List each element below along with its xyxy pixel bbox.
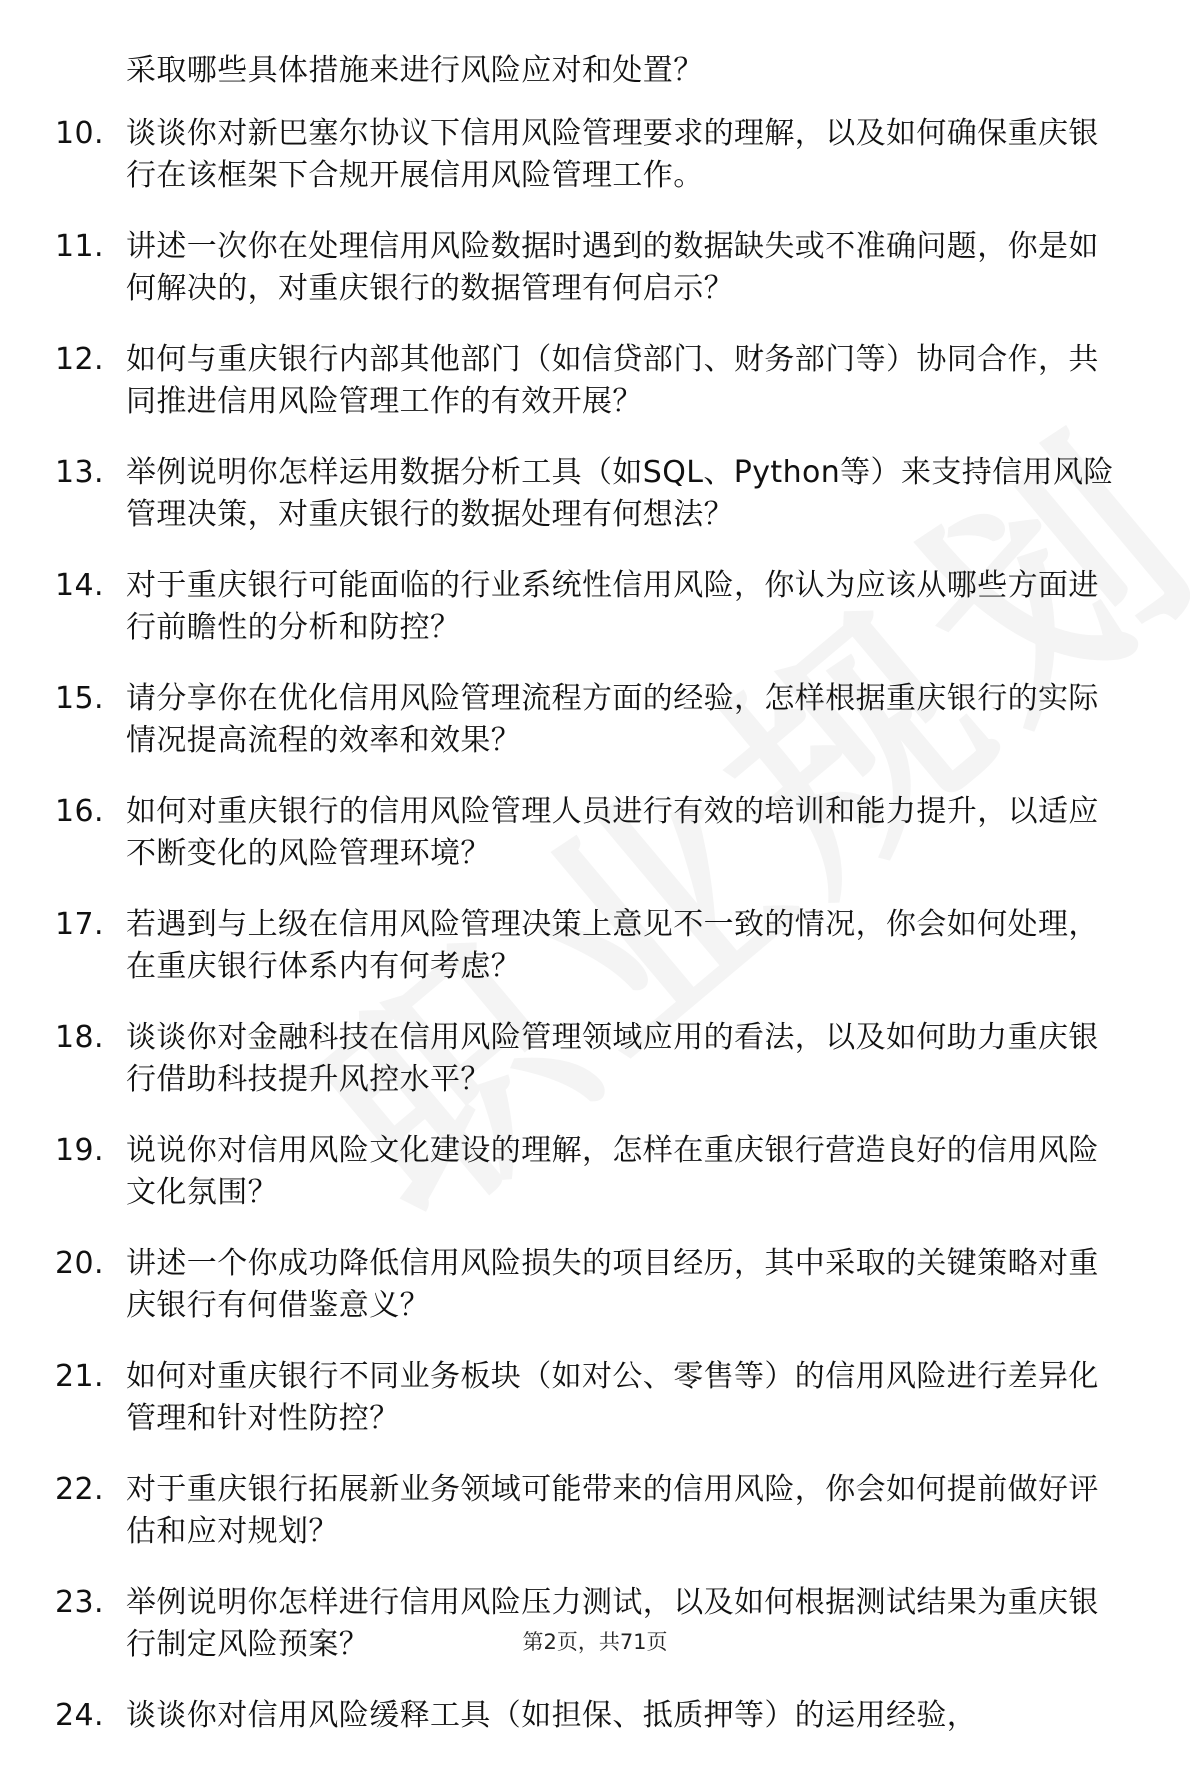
question-text: 讲述一个你成功降低信用风险损失的项目经历，其中采取的关键策略对重庆银行有何借鉴意义？ — [126, 1246, 1099, 1323]
question-number: 18. — [55, 1020, 104, 1055]
question-number: 20. — [55, 1246, 104, 1281]
question-item — [55, 1017, 1115, 1101]
question-number: 16. — [55, 794, 104, 829]
question-text: 谈谈你对新巴塞尔协议下信用风险管理要求的理解，以及如何确保重庆银行在该框架下合规开展信用风险管理工作。 — [126, 116, 1099, 193]
question-item — [55, 1469, 1115, 1553]
question-number: 23. — [55, 1585, 104, 1620]
question-list — [55, 50, 1115, 1766]
question-text: 对于重庆银行可能面临的行业系统性信用风险，你认为应该从哪些方面进行前瞻性的分析和防控？ — [126, 568, 1099, 645]
question-item — [55, 678, 1115, 762]
question-number: 11. — [55, 229, 104, 264]
question-item — [55, 1356, 1115, 1440]
page-footer: 第2页，共71页 — [522, 1630, 668, 1654]
question-text: 举例说明你怎样运用数据分析工具（如SQL、Python等）来支持信用风险管理决策，对重庆银行的数据处理有何想法？ — [126, 455, 1114, 532]
question-text: 请分享你在优化信用风险管理流程方面的经验，怎样根据重庆银行的实际情况提高流程的效率和效果？ — [126, 681, 1099, 758]
question-number: 13. — [55, 455, 104, 490]
question-number: 22. — [55, 1472, 104, 1507]
question-text: 如何对重庆银行不同业务板块（如对公、零售等）的信用风险进行差异化管理和针对性防控？ — [126, 1359, 1099, 1436]
question-text: 如何对重庆银行的信用风险管理人员进行有效的培训和能力提升，以适应不断变化的风险管理环境？ — [126, 794, 1099, 871]
question-continuation — [55, 50, 1115, 92]
question-item — [55, 904, 1115, 988]
question-text: 谈谈你对信用风险缓释工具（如担保、抵质押等）的运用经验， — [126, 1698, 978, 1733]
question-number: 19. — [55, 1133, 104, 1168]
question-text: 讲述一次你在处理信用风险数据时遇到的数据缺失或不准确问题，你是如何解决的，对重庆银行的数据管理有何启示？ — [126, 229, 1099, 306]
question-number: 12. — [55, 342, 104, 377]
question-item — [55, 1695, 1115, 1737]
question-text: 对于重庆银行拓展新业务领域可能带来的信用风险，你会如何提前做好评估和应对规划？ — [126, 1472, 1099, 1549]
question-number: 21. — [55, 1359, 104, 1394]
question-item — [55, 452, 1115, 536]
question-item — [55, 1243, 1115, 1327]
question-text: 举例说明你怎样进行信用风险压力测试，以及如何根据测试结果为重庆银行制定风险预案？ — [126, 1585, 1099, 1662]
question-item — [55, 1130, 1115, 1214]
question-text: 说说你对信用风险文化建设的理解，怎样在重庆银行营造良好的信用风险文化氛围？ — [126, 1133, 1099, 1210]
question-number: 10. — [55, 116, 104, 151]
question-item — [55, 339, 1115, 423]
question-text: 如何与重庆银行内部其他部门（如信贷部门、财务部门等）协同合作，共同推进信用风险管理工作的有效开展？ — [126, 342, 1099, 419]
question-number: 14. — [55, 568, 104, 603]
question-text: 若遇到与上级在信用风险管理决策上意见不一致的情况，你会如何处理，在重庆银行体系内有何考虑？ — [126, 907, 1099, 984]
question-number: 17. — [55, 907, 104, 942]
question-text: 谈谈你对金融科技在信用风险管理领域应用的看法，以及如何助力重庆银行借助科技提升风控水平？ — [126, 1020, 1099, 1097]
question-item — [55, 226, 1115, 310]
question-item — [55, 791, 1115, 875]
question-number: 15. — [55, 681, 104, 716]
question-text: 采取哪些具体措施来进行风险应对和处置？ — [126, 53, 704, 88]
question-item — [55, 565, 1115, 649]
question-number: 24. — [55, 1698, 104, 1733]
question-item — [55, 113, 1115, 197]
